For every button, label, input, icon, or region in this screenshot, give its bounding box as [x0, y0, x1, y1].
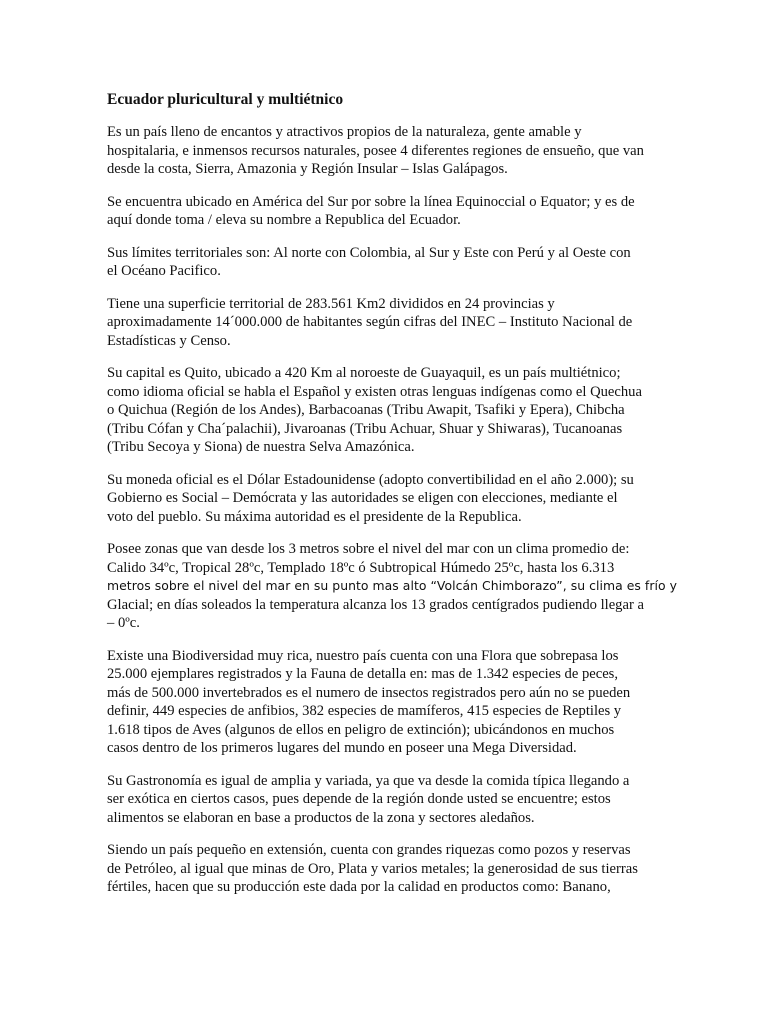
paragraph-line: el Océano Pacifico.	[107, 263, 221, 279]
paragraph-regions	[107, 123, 667, 179]
paragraph-location	[107, 193, 667, 230]
paragraph-line: 25.000 ejemplares registrados y la Fauna de detalla en: mas de 1.342 especies de peces,	[107, 666, 619, 682]
paragraph-line: desde la costa, Sierra, Amazonia y Región Insular – Islas Galápagos.	[107, 161, 508, 177]
paragraph-line: Su Gastronomía es igual de amplia y variada, ya que va desde la comida típica llegando a	[107, 772, 630, 789]
paragraph-line: fértiles, hacen que su producción este dada por la calidad en productos como: Banano,	[107, 879, 611, 895]
paragraph-line: Estadísticas y Censo.	[107, 332, 231, 349]
paragraph-line: Sus límites territoriales son: Al norte con Colombia, al Sur y Este con Perú y al Oeste con	[107, 244, 631, 261]
paragraph-line: metros sobre el nivel del mar en su punto mas alto “Volcán Chimborazo”, su clima es frío y	[107, 578, 677, 593]
paragraph-climate	[107, 540, 677, 633]
paragraph-currency-government	[107, 471, 667, 527]
paragraph-line: aproximadamente 14´000.000 de habitantes según cifras del INEC – Instituto Nacional de	[107, 314, 633, 330]
paragraph-line: definir, 449 especies de anfibios, 382 especies de mamíferos, 415 especies de Reptiles y	[107, 703, 622, 719]
paragraph-line: Su moneda oficial es el Dólar Estadounidense (adopto convertibilidad en el año 2.000); su	[107, 471, 634, 488]
paragraph-line: Es un país lleno de encantos y atractivos propios de la naturaleza, gente amable y	[107, 124, 582, 140]
paragraph-line: o Quichua (Región de los Andes), Barbacoanas (Tribu Awapit, Tsafiki y Epera), Chibcha	[107, 402, 625, 418]
paragraph-line: (Tribu Cófan y Cha´palachii), Jivaroanas (Tribu Achuar, Shuar y Shiwaras), Tucanoanas	[107, 420, 623, 437]
paragraph-line: Posee zonas que van desde los 3 metros sobre el nivel del mar con un clima promedio de:	[107, 541, 630, 557]
paragraph-line: Gobierno es Social – Demócrata y las autoridades se eligen con elecciones, mediante el	[107, 490, 618, 506]
paragraph-capital-languages	[107, 364, 667, 457]
paragraph-gastronomy	[107, 772, 667, 828]
paragraph-line: 1.618 tipos de Aves (algunos de ellos en peligro de extinción); ubicándonos en muchos	[107, 721, 615, 738]
document-title: Ecuador pluricultural y multiétnico	[107, 91, 344, 108]
paragraph-line: hospitalaria, e inmensos recursos naturales, posee 4 diferentes regiones de ensueño, que van	[107, 142, 644, 159]
paragraph-territory	[107, 295, 667, 351]
paragraph-line: Calido 34ºc, Tropical 28ºc, Templado 18ºc ó Subtropical Húmedo 25ºc, hasta los 6.313	[107, 559, 615, 576]
paragraph-line: de Petróleo, al igual que minas de Oro, Plata y varios metales; la generosidad de sus tierras	[107, 860, 638, 877]
paragraph-biodiversity	[107, 647, 667, 758]
paragraph-line: Su capital es Quito, ubicado a 420 Km al noroeste de Guayaquil, es un país multiétnico;	[107, 365, 621, 381]
paragraph-line: Siendo un país pequeño en extensión, cuenta con grandes riquezas como pozos y reservas	[107, 842, 631, 858]
paragraph-line: alimentos se elaboran en base a productos de la zona y sectores aledaños.	[107, 809, 535, 826]
paragraph-line: (Tribu Secoya y Siona) de nuestra Selva Amazónica.	[107, 439, 415, 455]
paragraph-line: como idioma oficial se habla el Español y existen otras lenguas indígenas como el Quechua	[107, 383, 642, 400]
paragraph-line: ser exótica en ciertos casos, pues depende de la región donde usted se encuentre; estos	[107, 791, 611, 807]
paragraph-line: Existe una Biodiversidad muy rica, nuestro país cuenta con una Flora que sobrepasa los	[107, 647, 619, 664]
paragraph-line: Se encuentra ubicado en América del Sur por sobre la línea Equinoccial o Equator; y es de	[107, 193, 635, 210]
paragraph-line: Tiene una superficie territorial de 283.561 Km2 divididos en 24 provincias y	[107, 295, 555, 312]
paragraph-line: aquí donde toma / eleva su nombre a Republica del Ecuador.	[107, 212, 461, 228]
paragraph-line: voto del pueblo. Su máxima autoridad es el presidente de la Republica.	[107, 508, 522, 525]
document-body	[107, 90, 677, 911]
paragraph-line: más de 500.000 invertebrados es el numero de insectos registrados pero aún no se pueden	[107, 684, 631, 701]
paragraph-line: casos dentro de los primeros lugares del mundo en poseer una Mega Diversidad.	[107, 740, 577, 756]
paragraph-line: Glacial; en días soleados la temperatura alcanza los 13 grados centígrados pudiendo llegar a	[107, 596, 644, 613]
paragraph-resources	[107, 841, 667, 897]
paragraph-line: – 0ºc.	[107, 615, 140, 631]
paragraph-borders	[107, 244, 667, 281]
